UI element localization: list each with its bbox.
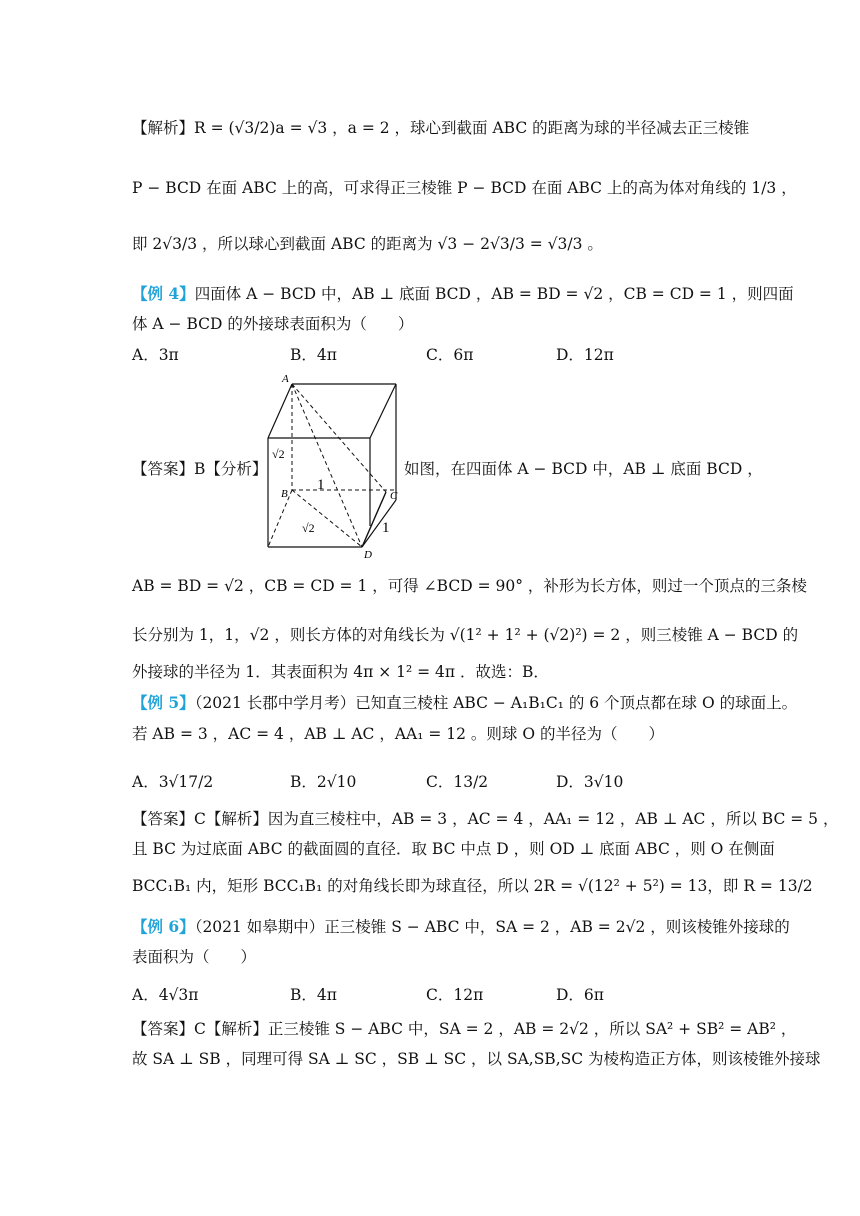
label-sqrt2-left: √2: [272, 447, 285, 461]
label-sqrt2-bottom: √2: [302, 521, 315, 535]
paragraph-text: P − BCD 在面 ABC 上的高，可求得正三棱锥 P − BCD 在面 ABC 上的高为体对角线的 1/3 ，: [132, 179, 797, 197]
paragraph-p11: [132, 723, 738, 745]
paragraph-text: 【解析】R = (√3/2)a = √3 ，a = 2 ，球心到截面 ABC 的距离为球的半径减去正三棱锥: [132, 119, 750, 137]
option-q4-2: C．6π: [426, 346, 474, 364]
paragraph-p3: [132, 233, 738, 255]
paragraph-text: 四面体 A − BCD 中，AB ⊥ 底面 BCD ，AB = BD = √2 ，CB = CD = 1 ，则四面: [194, 285, 794, 303]
paragraph-text: 长分别为 1，1，√2 ，则长方体的对角线长为 √(1² + 1² + (√2)²) = 2 ，则三棱锥 A − BCD 的: [132, 626, 799, 644]
paragraph-p5: [132, 313, 738, 335]
paragraph-text: 【答案】B【分析】: [132, 460, 268, 478]
paragraph-p6: [132, 458, 267, 480]
label-B: B: [281, 488, 288, 500]
label-one-mid: 1: [317, 477, 325, 493]
option-q6-3: D．6π: [556, 986, 604, 1004]
label-C: C: [390, 490, 398, 502]
paragraph-p16: [132, 946, 738, 968]
paragraph-p14: [132, 875, 813, 897]
paragraph-text: BCC₁B₁ 内，矩形 BCC₁B₁ 的对角线长即为球直径，所以 2R = √(12² + 5²) = 13，即 R = 13/2: [132, 877, 813, 895]
paragraph-p10: [132, 692, 798, 714]
paragraph-p9: [132, 661, 738, 683]
option-q4-0: A．3π: [132, 346, 179, 364]
label-D: D: [364, 549, 372, 561]
paragraph-p17: [132, 1018, 797, 1040]
paragraph-text: （2021 长郡中学月考）已知直三棱柱 ABC − A₁B₁C₁ 的 6 个顶点都在球 O 的球面上。: [194, 694, 798, 712]
option-q5-1: B．2√10: [290, 773, 357, 791]
paragraph-p15: [132, 916, 790, 938]
paragraph-text: 故 SA ⊥ SB ，同理可得 SA ⊥ SC ，SB ⊥ SC ，以 SA,SB,SC 为棱构造正方体，则该棱锥外接球: [132, 1050, 821, 1068]
option-q6-2: C．12π: [426, 986, 484, 1004]
paragraph-text: 若 AB = 3 ，AC = 4 ，AB ⊥ AC ，AA₁ = 12 。则球 O 的半径为（ ）: [132, 725, 664, 743]
paragraph-text: 体 A − BCD 的外接球表面积为（ ）: [132, 315, 414, 333]
example-tag: 【例 4】: [132, 284, 195, 303]
example-tag: 【例 5】: [132, 693, 195, 712]
example-tag: 【例 6】: [132, 917, 195, 936]
paragraph-text: （2021 如皋期中）正三棱锥 S − ABC 中，SA = 2 ，AB = 2√2 ，则该棱锥外接球的: [194, 918, 790, 936]
paragraph-p8: [132, 624, 799, 646]
paragraph-p4: [132, 283, 794, 305]
tetrahedron-figure: [262, 372, 402, 562]
option-q5-0: A．3√17/2: [132, 773, 214, 791]
paragraph-p2: [132, 177, 797, 199]
option-q4-3: D．12π: [556, 346, 614, 364]
paragraph-text: 表面积为（ ）: [132, 948, 257, 966]
label-A: A: [282, 373, 289, 385]
option-q6-1: B．4π: [290, 986, 337, 1004]
paragraph-p12: [132, 808, 839, 830]
paragraph-text: 且 BC 为过底面 ABC 的截面圆的直径．取 BC 中点 D ，则 OD ⊥ 底面 ABC ，则 O 在侧面: [132, 840, 775, 858]
option-q6-0: A．4√3π: [132, 986, 199, 1004]
option-q4-1: B．4π: [290, 346, 337, 364]
paragraph-p18: [132, 1048, 821, 1070]
label-one-side: 1: [382, 520, 390, 536]
paragraph-text: AB = BD = √2 ，CB = CD = 1 ，可得 ∠BCD = 90° ，补形为长方体，则过一个顶点的三条棱: [132, 577, 807, 595]
paragraph-text: 外接球的半径为 1．其表面积为 4π × 1² = 4π ．故选：B．: [132, 663, 549, 681]
paragraph-p6b: [404, 458, 763, 480]
paragraph-text: 即 2√3/3 ，所以球心到截面 ABC 的距离为 √3 − 2√3/3 = √3/3 。: [132, 235, 603, 253]
paragraph-text: 【答案】C【解析】正三棱锥 S − ABC 中，SA = 2 ，AB = 2√2 ，所以 SA² + SB² = AB² ，: [132, 1020, 797, 1038]
paragraph-text: 如图，在四面体 A − BCD 中，AB ⊥ 底面 BCD ，: [404, 460, 763, 478]
paragraph-p1: [132, 117, 750, 139]
option-q5-3: D．3√10: [556, 773, 624, 791]
paragraph-text: 【答案】C【解析】因为直三棱柱中，AB = 3 ，AC = 4 ，AA₁ = 12 ，AB ⊥ AC ，所以 BC = 5 ，: [132, 810, 839, 828]
paragraph-p7: [132, 575, 807, 597]
option-q5-2: C．13/2: [426, 773, 489, 791]
paragraph-p13: [132, 838, 775, 860]
